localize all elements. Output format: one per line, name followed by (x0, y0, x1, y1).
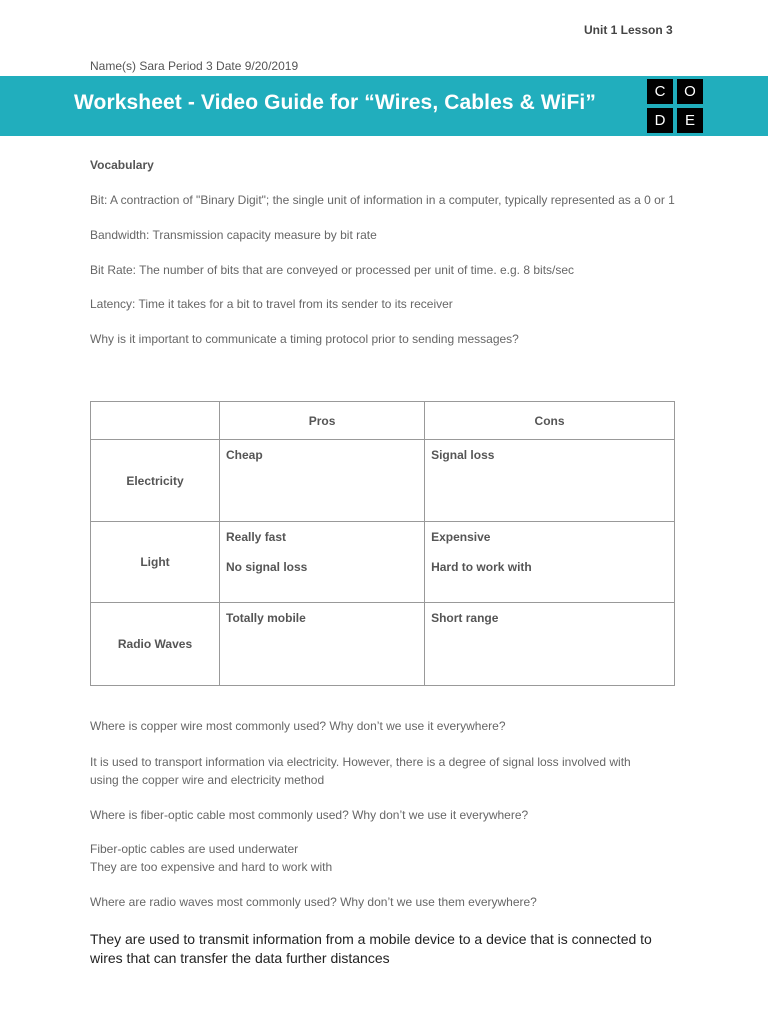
answer-line: They are used to transmit information from a mobile device to a device that is connected to (90, 931, 652, 947)
table-row-electricity (91, 440, 675, 522)
pro-item: No signal loss (226, 560, 308, 574)
pro-item: Really fast (226, 530, 287, 544)
con-item: Hard to work with (431, 560, 532, 574)
answer-copper-wire (90, 753, 631, 789)
timing-question: Why is it important to communicate a timing protocol prior to sending messages? (90, 332, 519, 346)
pros-cell (220, 522, 425, 603)
answer-line: Fiber-optic cables are used underwater (90, 842, 299, 856)
table-row-light (91, 522, 675, 603)
logo-letter-d: D (647, 108, 673, 133)
logo-letter-c: C (647, 79, 673, 104)
vocab-bit-rate: Bit Rate: The number of bits that are conveyed or processed per unit of time. e.g. 8 bits/sec (90, 263, 575, 277)
unit-lesson-label: Unit 1 Lesson 3 (584, 23, 673, 37)
code-org-logo (647, 79, 703, 133)
pros-cell (220, 603, 425, 686)
cons-cell (425, 522, 675, 603)
pro-item: Totally mobile (226, 611, 306, 625)
answer-radio-waves (90, 930, 652, 967)
question-radio-waves: Where are radio waves most commonly used? Why don’t we use them everywhere? (90, 895, 537, 909)
con-item: Short range (431, 611, 499, 625)
question-copper-wire: Where is copper wire most commonly used? Why don’t we use it everywhere? (90, 719, 506, 733)
answer-line: using the copper wire and electricity method (90, 773, 325, 787)
pro-item: Cheap (226, 448, 263, 462)
table-header-cons: Cons (425, 402, 675, 440)
student-info-line: Name(s) Sara Period 3 Date 9/20/2019 (90, 59, 299, 73)
table-header-row (91, 402, 675, 440)
pros-cell (220, 440, 425, 522)
vocab-bit: Bit: A contraction of "Binary Digit"; the single unit of information in a computer, typically represented as a 0 or 1 (90, 193, 675, 207)
answer-fiber-optic (90, 840, 332, 876)
logo-letter-e: E (677, 108, 703, 133)
cons-cell (425, 603, 675, 686)
table-header-blank (91, 402, 220, 440)
pros-cons-table (90, 401, 675, 686)
table-row-radio-waves (91, 603, 675, 686)
cons-cell (425, 440, 675, 522)
vocabulary-heading: Vocabulary (90, 158, 154, 172)
con-item: Signal loss (431, 448, 495, 462)
vocab-latency: Latency: Time it takes for a bit to travel from its sender to its receiver (90, 297, 453, 311)
con-item: Expensive (431, 530, 491, 544)
question-fiber-optic: Where is fiber-optic cable most commonly used? Why don’t we use it everywhere? (90, 808, 529, 822)
worksheet-title: Worksheet - Video Guide for “Wires, Cables & WiFi” (74, 91, 596, 114)
vocab-bandwidth: Bandwidth: Transmission capacity measure by bit rate (90, 228, 377, 242)
answer-line: wires that can transfer the data further distances (90, 949, 390, 966)
table-header-pros: Pros (220, 402, 425, 440)
row-label: Electricity (91, 440, 220, 522)
row-label: Light (91, 522, 220, 603)
title-banner (0, 76, 768, 136)
answer-line: They are too expensive and hard to work with (90, 860, 333, 874)
row-label: Radio Waves (91, 603, 220, 686)
logo-letter-o: O (677, 79, 703, 104)
answer-line: It is used to transport information via electricity. However, there is a degree of signal loss involved with (90, 755, 631, 769)
